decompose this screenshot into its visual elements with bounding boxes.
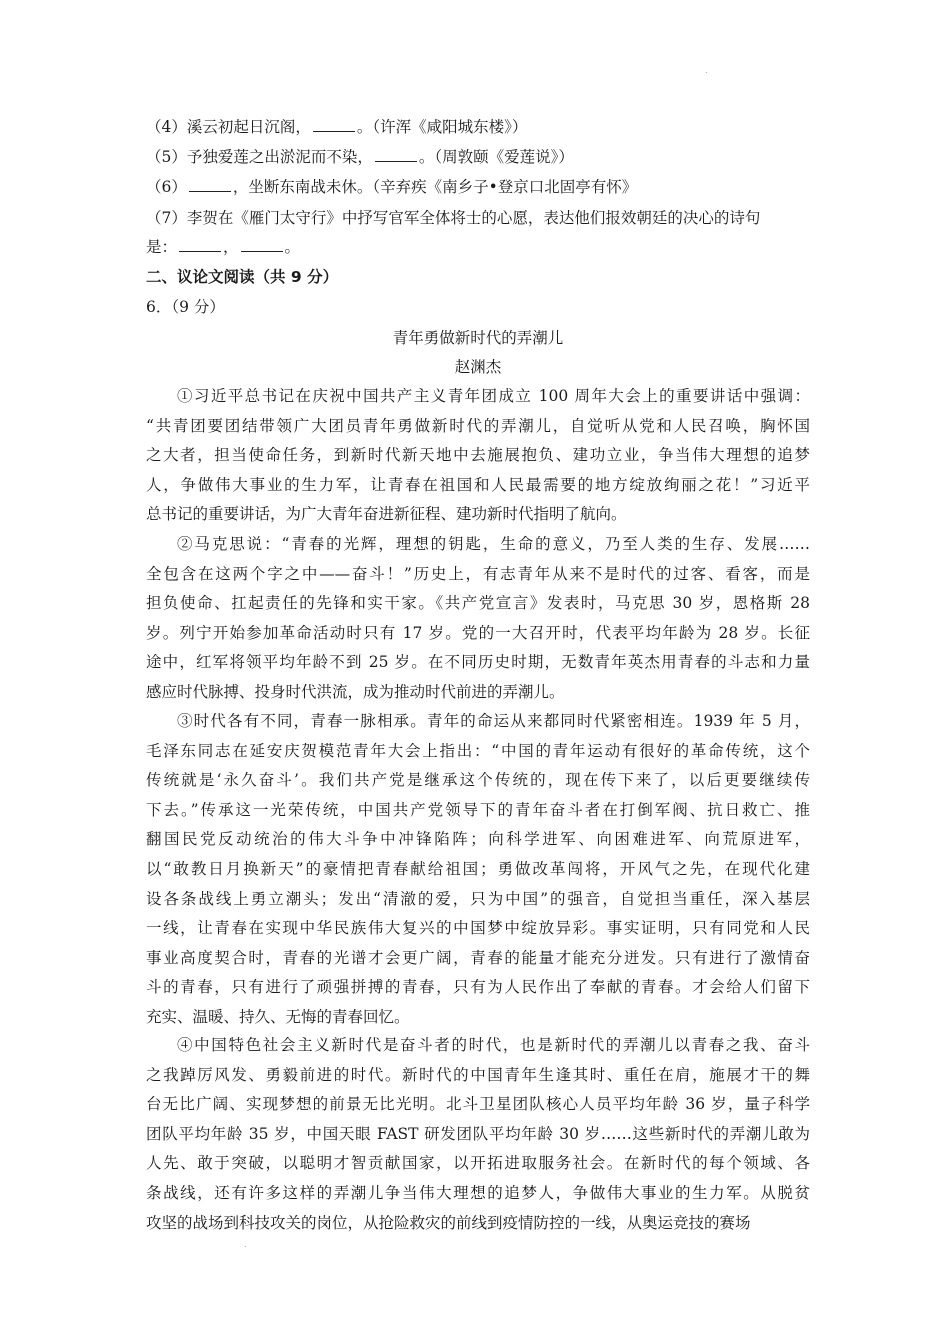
paragraph-line: ④中国特色社会主义新时代是奋斗者的时代，也是新时代的弄潮儿以青春之我、奋斗	[177, 1036, 810, 1054]
paragraph-line: 翻国民党反动统治的伟大斗争中冲锋陷阵；向科学进军、向困难进军、向荒原进军，	[146, 830, 810, 849]
article-title: 青年勇做新时代的弄潮儿	[392, 329, 564, 347]
paragraph-line: 台无比广阔、实现梦想的前景无比光明。北斗卫星团队核心人员平均年龄 36 岁，量子科学	[146, 1095, 810, 1114]
paragraph-line: 感应时代脉搏、投身时代洪流，成为推动时代前进的弄潮儿。	[146, 682, 565, 701]
fill-item-7-line1: （7）李贺在《雁门太守行》中抒写官军全体将士的心愿，表达他们报效朝廷的决心的诗句	[146, 209, 761, 227]
paragraph-line: ③时代各有不同，青春一脉相承。青年的命运从来都同时代紧密相连。1939 年 5 月，	[177, 712, 810, 730]
paragraph-line: 斗的青春，只有进行了顽强拼搏的青春，只有为人民作出了奉献的青春。才会给人们留下	[146, 978, 810, 997]
paragraph-line: 事业高度契合时，青春的光谱才会更广阔，青春的能量才能充分迸发。只有进行了激情奋	[146, 948, 810, 967]
paragraph-line: 传统就是‘永久奋斗’。我们共产党是继承这个传统的，现在传下来了，以后更要继续传	[146, 771, 810, 790]
answer-blank	[179, 237, 221, 252]
paragraph-line: 之我踔厉风发、勇毅前进的时代。新时代的中国青年生逢其时、重任在肩，施展才干的舞	[146, 1065, 810, 1084]
paragraph-line: 之大者，担当使命任务，到新时代新天地中去施展抱负、建功立业，争当伟大理想的追梦	[146, 446, 810, 465]
paragraph-line: 总书记的重要讲话，为广大青年奋进新征程、建功新时代指明了航向。	[146, 505, 627, 524]
paragraph-line: 条战线，还有许多这样的弄潮儿争当伟大理想的追梦人，争做伟大事业的生力军。从脱贫	[146, 1183, 810, 1202]
article-paragraph-4	[146, 1031, 810, 1238]
paragraph-line: 人先、敢于突破，以聪明才智贡献国家，以开拓进取服务社会。在新时代的每个领域、各	[146, 1154, 810, 1173]
paragraph-line: 担负使命、扛起责任的先锋和实干家。《共产党宣言》发表时，马克思 30 岁，恩格斯 28	[146, 594, 810, 613]
article-author: 赵渊杰	[454, 358, 502, 376]
question-label: 6．（9 分）	[146, 298, 225, 316]
paragraph-line: 一线，让青春在实现中华民族伟大复兴的中国梦中绽放异彩。事实证明，只有同党和人民	[146, 919, 810, 938]
answer-blank	[313, 117, 355, 132]
answer-blank	[375, 147, 417, 162]
fill-item-6: （6） ，坐断东南战未休。（辛弃疾《南乡子•登京口北固亭有怀》	[146, 178, 638, 196]
paragraph-line: ②马克思说：“青春的光辉，理想的钥匙，生命的意义，乃至人类的生存、发展……	[177, 535, 810, 553]
paragraph-line: 人，争做伟大事业的生力军，让青春在祖国和人民最需要的地方绽放绚丽之花！”习近平	[146, 475, 810, 494]
article-paragraph-1	[146, 382, 810, 530]
article-paragraph-2	[146, 530, 810, 708]
paragraph-line: 岁。列宁开始参加革命活动时只有 17 岁。党的一大召开时，代表平均年龄为 28 岁。长征	[146, 623, 810, 642]
paragraph-line: 充实、温暖、持久、无悔的青春回忆。	[146, 1007, 410, 1026]
paragraph-line: 攻坚的战场到科技攻关的岗位，从抢险救灾的前线到疫情防控的一线，从奥运竞技的赛场	[146, 1213, 751, 1232]
answer-blank	[241, 237, 283, 252]
section-heading: 二、议论文阅读（共 9 分）	[146, 268, 339, 286]
fill-item-7-line2: 是： ， 。	[146, 238, 301, 256]
article-paragraph-3	[146, 707, 810, 1033]
paragraph-line: “共青团要团结带领广大团员青年勇做新时代的弄潮儿，自觉听从党和人民召唤，胸怀国	[146, 416, 810, 435]
paragraph-line: 团队平均年龄 35 岁，中国天眼 FAST 研发团队平均年龄 30 岁……这些新时代的弄潮儿敢为	[146, 1124, 810, 1143]
paragraph-line: 毛泽东同志在延安庆贺模范青年大会上指出：“中国的青年运动有很好的革命传统，这个	[146, 741, 810, 760]
corner-mark: .	[244, 1240, 247, 1249]
fill-item-5: （5）予独爱莲之出淤泥而不染， 。（周敦颐《爱莲说》）	[146, 148, 574, 166]
paragraph-line: 以“敢教日月换新天”的豪情把青春献给祖国；勇做改革闯将，开风气之先，在现代化建	[146, 859, 810, 878]
answer-blank	[189, 177, 231, 192]
paragraph-line: 途中，红军将领平均年龄不到 25 岁。在不同历史时期，无数青年英杰用青春的斗志和力量	[146, 653, 810, 672]
paragraph-line: 设各条战线上勇立潮头；发出“清澈的爱，只为中国”的强音，自觉担当重任，深入基层	[146, 889, 810, 908]
paragraph-line: 下去。”传承这一光荣传统，中国共产党领导下的青年奋斗者在打倒军阀、抗日救亡、推	[146, 800, 810, 819]
paragraph-line: 全包含在这两个字之中——奋斗！”历史上，有志青年从来不是时代的过客、看客，而是	[146, 564, 810, 583]
corner-mark: .	[705, 66, 708, 75]
fill-item-4: （4）溪云初起日沉阁， 。（许浑《咸阳城东楼》）	[146, 118, 528, 136]
paragraph-line: ①习近平总书记在庆祝中国共产主义青年团成立 100 周年大会上的重要讲话中强调：	[177, 387, 810, 405]
